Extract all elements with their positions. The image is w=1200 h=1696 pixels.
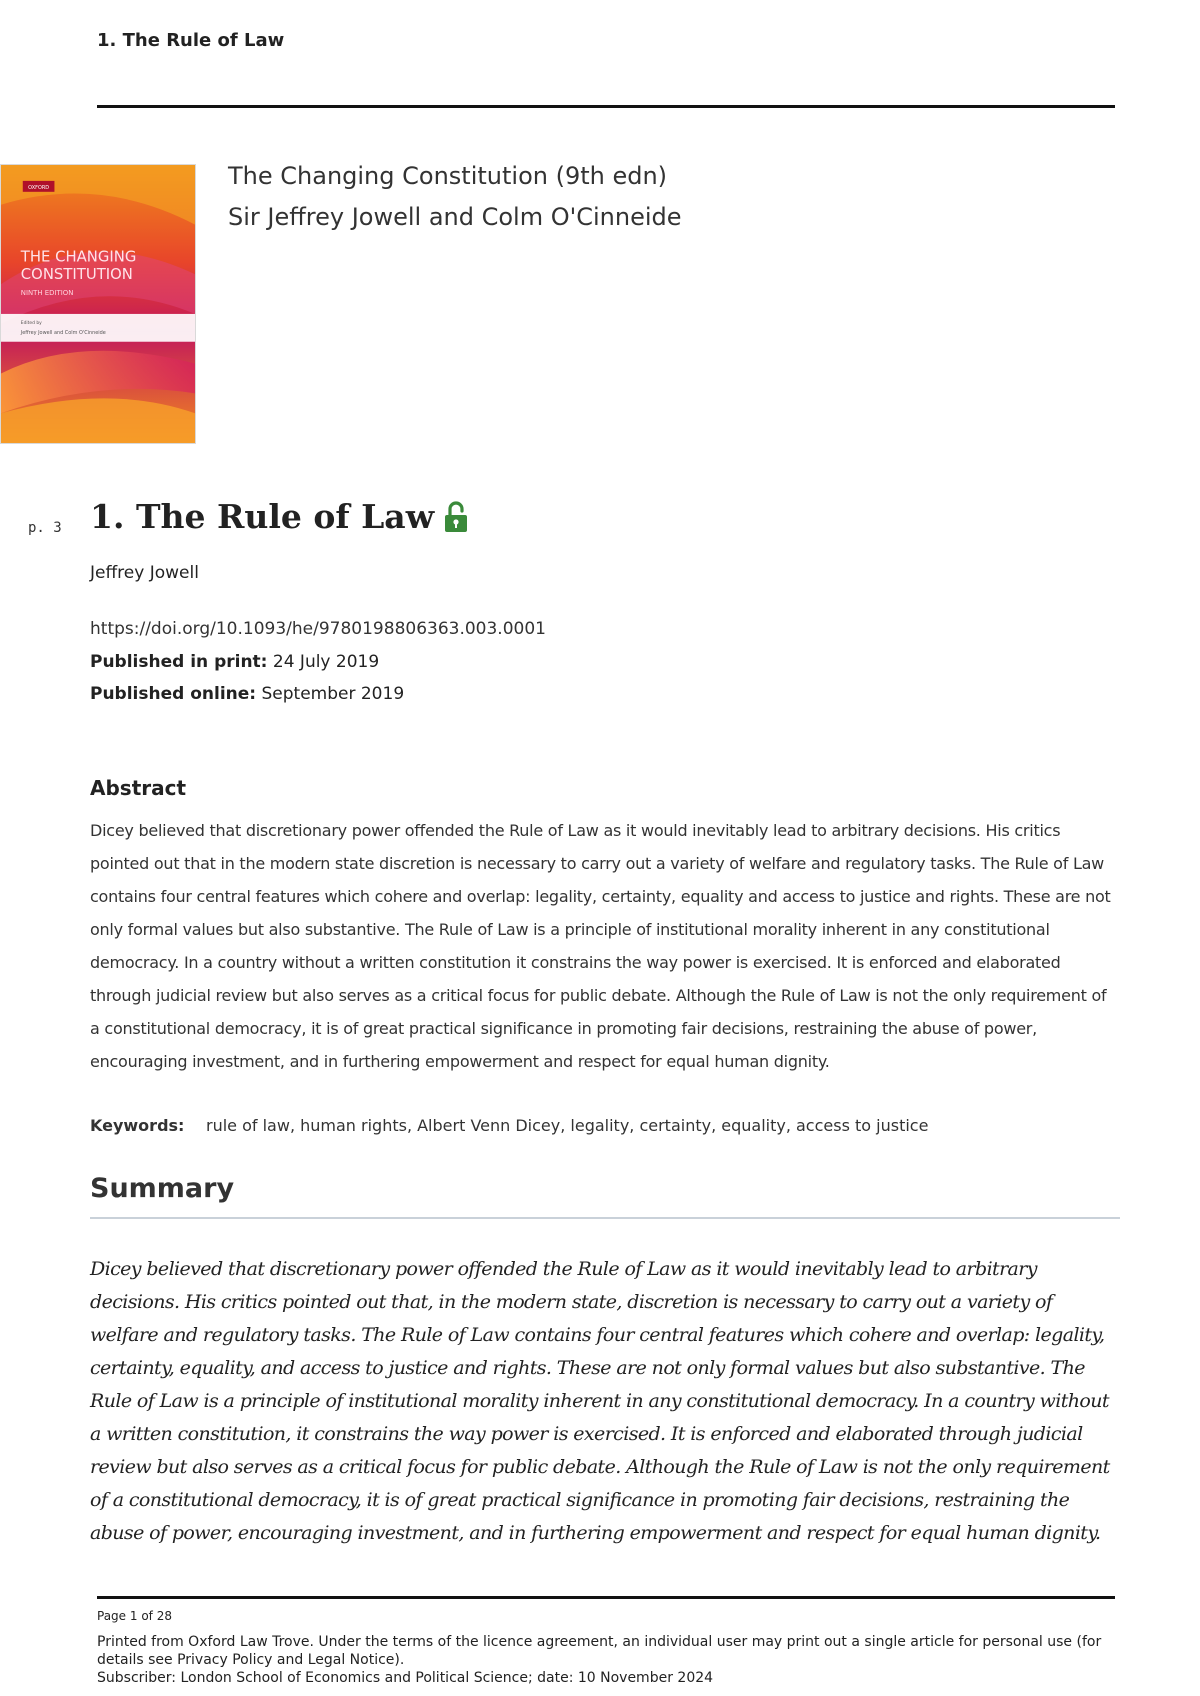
- cover-publisher: OXFORD: [28, 184, 50, 191]
- cover-edited-by: Edited by: [20, 320, 42, 326]
- book-authors: Sir Jeffrey Jowell and Colm O'Cinneide: [228, 203, 682, 231]
- published-online-date: September 2019: [256, 684, 405, 704]
- page-number: Page 1 of 28: [97, 1609, 172, 1623]
- published-in-print: [90, 652, 379, 672]
- book-title: The Changing Constitution (9th edn): [228, 162, 668, 190]
- abstract-heading: Abstract: [90, 776, 187, 800]
- keywords: [90, 1116, 928, 1135]
- open-lock-icon: [444, 500, 468, 534]
- book-cover-art: [1, 165, 195, 443]
- published-online-label: Published online:: [90, 684, 257, 704]
- cover-editors: Jeffrey Jowell and Colm O'Cinneide: [20, 329, 106, 336]
- summary-heading: Summary: [90, 1173, 235, 1204]
- footer-licence-notice: Printed from Oxford Law Trove. Under the terms of the licence agreement, an individual user may print out a single article for personal use (for details see Privacy Policy and Legal Notice).: [97, 1634, 1102, 1668]
- doi-link[interactable]: https://doi.org/10.1093/he/9780198806363.003.0001: [90, 619, 546, 639]
- abstract-text: Dicey believed that discretionary power offended the Rule of Law as it would inevitably lead to arbitrary decisions. His critics pointed out that in the modern state discretion is necessary to carry out a variety of welfare and regulatory tasks. The Rule of Law contains four central features which cohere and overlap: legality, certainty, equality and access to justice and rights. These are not only formal values but also substantive. The Rule of Law is a principle of institutional morality inherent in any constitutional democracy. In a country without a written constitution it constrains the way power is exercised. It is enforced and elaborated through judicial review but also serves as a critical focus for public debate. Although the Rule of Law is not the only requirement of a constitutional democracy, it is of great practical significance in promoting fair decisions, restraining the abuse of power, encouraging investment, and in furthering empowerment and respect for equal human dignity.: [90, 821, 1111, 1071]
- footer-rule: [97, 1596, 1115, 1599]
- chapter-title: 1. The Rule of Law: [90, 497, 435, 536]
- footer-notice: [97, 1633, 1115, 1687]
- cover-edition: NINTH EDITION: [20, 289, 74, 298]
- published-online: [90, 684, 404, 704]
- chapter-author: Jeffrey Jowell: [90, 563, 199, 583]
- book-cover-image: [0, 164, 196, 444]
- header-rule: [97, 105, 1115, 108]
- footer-subscriber: Subscriber: London School of Economics and Political Science; date: 10 November 2024: [97, 1670, 714, 1686]
- published-in-print-date: 24 July 2019: [267, 652, 380, 672]
- keywords-label: Keywords:: [90, 1116, 185, 1135]
- keywords-values: rule of law, human rights, Albert Venn Dicey, legality, certainty, equality, access to justice: [206, 1116, 929, 1135]
- cover-title-line2: CONSTITUTION: [20, 265, 133, 284]
- summary-rule: [90, 1217, 1120, 1219]
- summary-text: Dicey believed that discretionary power offended the Rule of Law as it would inevitably lead to arbitrary decisions. His critics pointed out that, in the modern state, discretion is necessary to carry out a variety of welfare and regulatory tasks. The Rule of Law contains four central features which cohere and overlap: legality, certainty, equality, and access to justice and rights. These are not only formal values but also substantive. The Rule of Law is a principle of institutional morality inherent in any constitutional democracy. In a country without a written constitution, it constrains the way power is exercised. It is enforced and elaborated through judicial review but also serves as a critical focus for public debate. Although the Rule of Law is not the only requirement of a constitutional democracy, it is of great practical significance in promoting fair decisions, restraining the abuse of power, encouraging investment, and in furthering empowerment and respect for equal human dignity.: [90, 1258, 1110, 1544]
- chapter-heading: [90, 497, 468, 536]
- cover-title-line1: THE CHANGING: [20, 247, 137, 266]
- published-in-print-label: Published in print:: [90, 652, 268, 672]
- running-header-title: 1. The Rule of Law: [97, 30, 285, 51]
- page-marker: p. 3: [28, 520, 62, 536]
